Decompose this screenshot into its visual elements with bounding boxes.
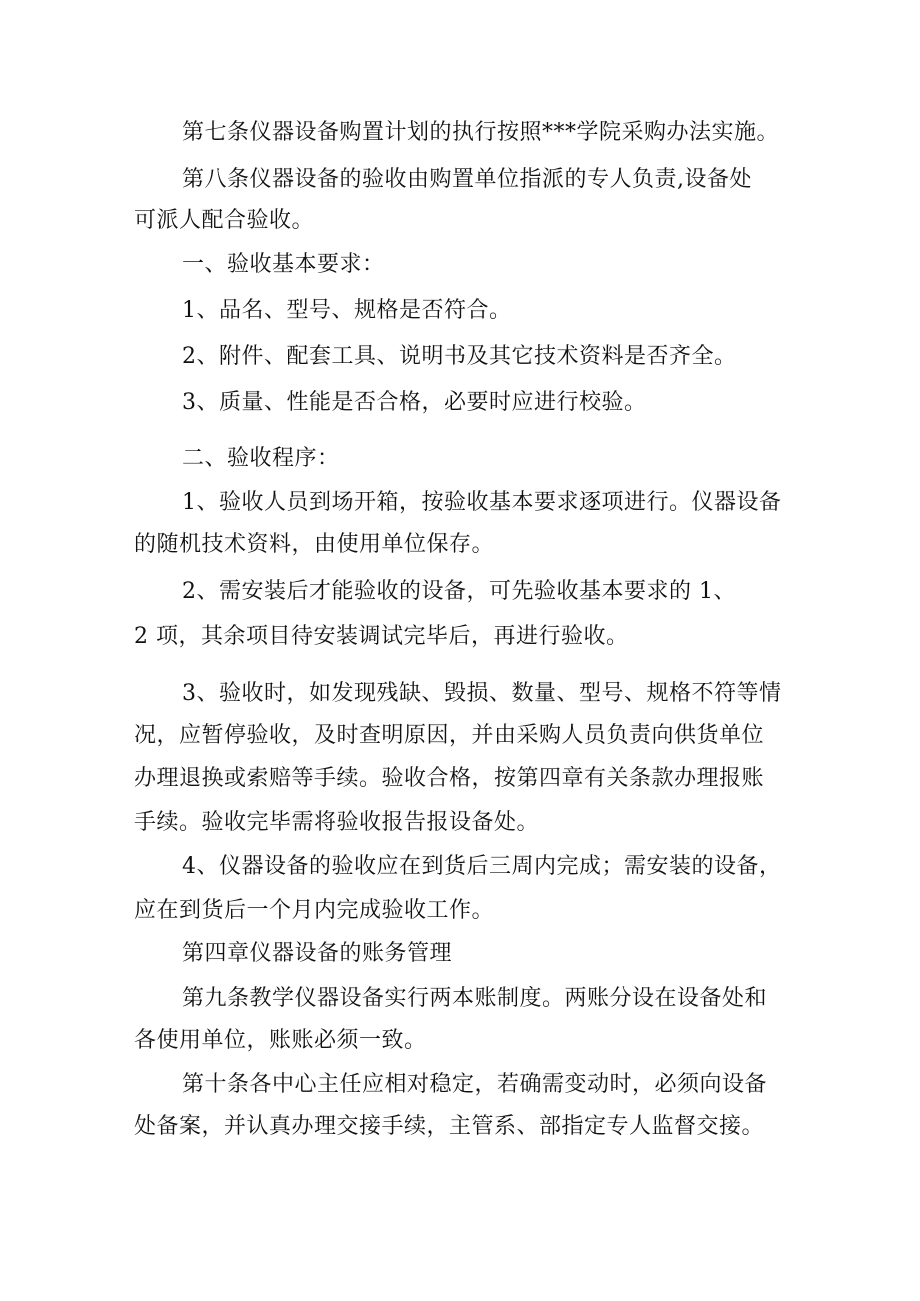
procedure-item-3-line-3: 办理退换或索赔等手续。验收合格，按第四章有关条款办理报账 [134, 766, 765, 791]
requirement-item-2: 2、附件、配套工具、说明书及其它技术资料是否齐全。 [182, 344, 737, 369]
procedure-item-3-line-4: 手续。验收完毕需将验收报告报设备处。 [134, 810, 540, 835]
article-8-line-1: 第八条仪器设备的验收由购置单位指派的专人负责,设备处 [182, 167, 752, 192]
procedure-item-3-line-1: 3、验收时，如发现残缺、毁损、数量、型号、规格不符等情 [182, 681, 782, 706]
article-8-line-2: 可派人配合验收。 [134, 208, 315, 233]
article-9-line-1: 第九条教学仪器设备实行两本账制度。两账分设在设备处和 [182, 986, 768, 1011]
procedure-item-1-line-2: 的随机技术资料，由使用单位保存。 [134, 532, 495, 557]
article-10-line-1: 第十条各中心主任应相对稳定，若确需变动时，必须向设备 [182, 1072, 768, 1097]
requirement-item-3: 3、质量、性能是否合格，必要时应进行校验。 [182, 390, 647, 415]
procedure-item-3-line-2: 况，应暂停验收，及时查明原因，并由采购人员负责向供货单位 [134, 723, 765, 748]
procedure-item-2-line-1: 2、需安装后才能验收的设备，可先验收基本要求的 1、 [182, 579, 736, 604]
article-10-line-2: 处备案，并认真办理交接手续，主管系、部指定专人监督交接。 [134, 1114, 765, 1139]
procedure-item-1-line-1: 1、验收人员到场开箱，按验收基本要求逐项进行。仪器设备 [182, 490, 782, 515]
requirement-item-1: 1、品名、型号、规格是否符合。 [182, 298, 512, 323]
section-procedure-heading: 二、验收程序： [182, 446, 340, 471]
article-7-line: 第七条仪器设备购置计划的执行按照***学院采购办法实施。 [182, 120, 780, 145]
chapter-4-heading: 第四章仪器设备的账务管理 [182, 941, 453, 966]
section-basic-requirements-heading: 一、验收基本要求： [182, 252, 385, 277]
procedure-item-2-line-2: 2 项，其余项目待安装调试完毕后，再进行验收。 [134, 624, 629, 649]
procedure-item-4-line-2: 应在到货后一个月内完成验收工作。 [134, 898, 495, 923]
procedure-item-4-line-1: 4、仪器设备的验收应在到货后三周内完成；需安装的设备， [182, 854, 782, 879]
article-9-line-2: 各使用单位，账账必须一致。 [134, 1028, 427, 1053]
